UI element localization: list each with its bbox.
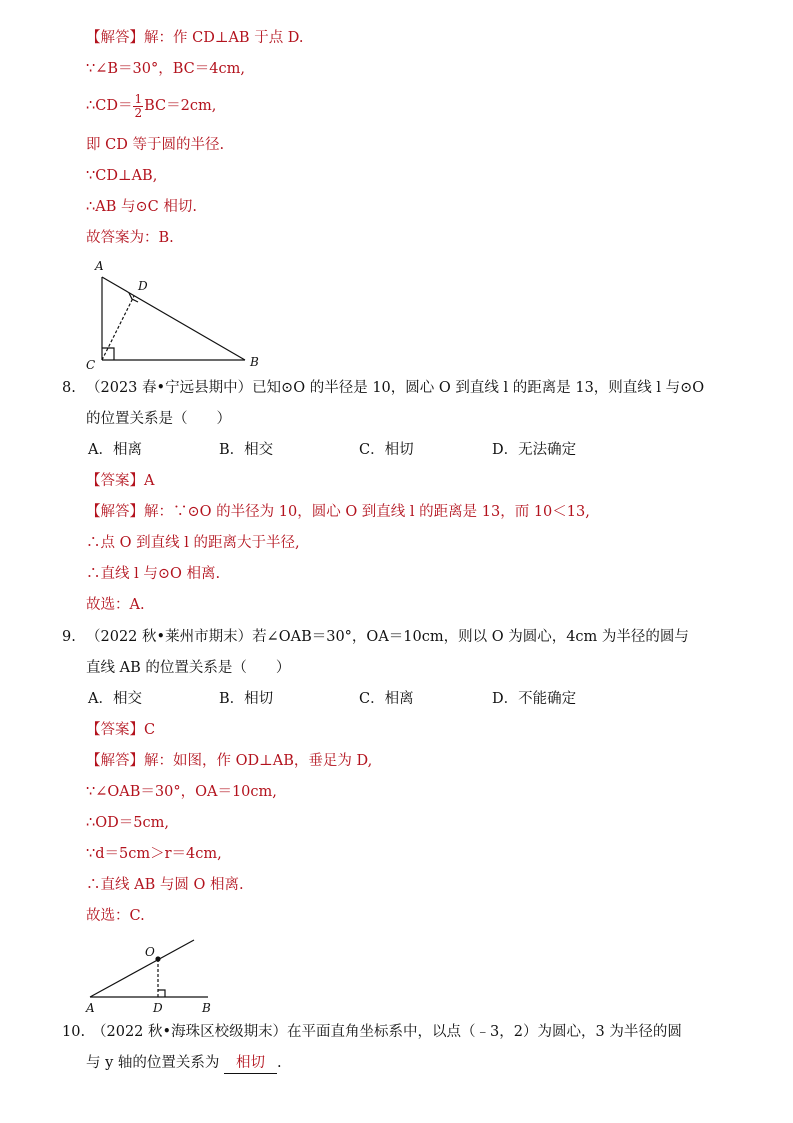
q9-answer: 【答案】C <box>86 722 156 738</box>
label-d2: D <box>153 1001 163 1015</box>
q9-stem-line-2: 直线 AB 的位置关系是（ ） <box>86 660 291 676</box>
q8-stem-line-1: （2023 春•宁远县期中）已知⊙O 的半径是 10，圆心 O 到直线 l 的距离是 13，则直线 l 与⊙O <box>86 380 705 396</box>
point-o <box>155 956 160 961</box>
q10-stem-line-2 <box>86 1053 282 1074</box>
ray-ao <box>90 940 194 997</box>
label-a: A <box>95 259 104 273</box>
fraction-numerator: 1 <box>134 91 143 106</box>
q7-solution-line-1: 【解答】解：作 CD⊥AB 于点 D. <box>86 30 304 46</box>
q10-answer-blank: 相切 <box>224 1053 277 1074</box>
q8-option-c: C．相切 <box>359 442 414 458</box>
q9-option-a: A．相交 <box>88 691 142 707</box>
q7-solution-line-6: ∴AB 与⊙C 相切. <box>86 199 197 215</box>
q9-number: 9. <box>62 629 76 645</box>
q7-solution-line-7: 故答案为：B. <box>86 230 174 246</box>
q10-stem-prefix: 与 y 轴的位置关系为 <box>86 1055 220 1071</box>
q9-solution-line-6: 故选：C. <box>86 908 145 924</box>
q9-solution-line-1: 【解答】解：如图，作 OD⊥AB，垂足为 D, <box>86 753 373 769</box>
q9-solution-line-5: ∴直线 AB 与圆 O 相离. <box>86 877 244 893</box>
q10-stem-line-1: （2022 秋•海珠区校级期末）在平面直角坐标系中，以点（﹣3，2）为圆心，3 为半径的圆 <box>92 1024 682 1040</box>
q8-solution-line-1: 【解答】解：∵⊙O 的半径为 10，圆心 O 到直线 l 的距离是 13，而 10＜13, <box>86 504 590 520</box>
q8-option-a: A．相离 <box>88 442 142 458</box>
label-b: B <box>250 355 259 369</box>
right-angle-mark <box>158 990 165 997</box>
label-b2: B <box>202 1001 211 1015</box>
q8-answer: 【答案】A <box>86 473 155 489</box>
q10-stem-suffix: . <box>277 1055 282 1071</box>
label-d: D <box>138 279 148 293</box>
q7-solution-line-2: ∵∠B＝30°，BC＝4cm, <box>86 61 245 77</box>
q8-option-b: B．相交 <box>219 442 274 458</box>
q9-stem-line-1: （2022 秋•莱州市期末）若∠OAB＝30°，OA＝10cm，则以 O 为圆心，4cm 为半径的圆与 <box>86 629 689 645</box>
q8-solution-line-3: ∴直线 l 与⊙O 相离. <box>86 566 221 582</box>
fraction-denominator: 2 <box>134 105 143 120</box>
q8-solution-line-4: 故选：A. <box>86 597 145 613</box>
q9-option-b: B．相切 <box>219 691 274 707</box>
q9-solution-line-2: ∵∠OAB＝30°，OA＝10cm, <box>86 784 277 800</box>
label-o: O <box>145 945 155 959</box>
q7-solution-line-5: ∵CD⊥AB, <box>86 168 158 184</box>
q9-option-c: C．相离 <box>359 691 414 707</box>
q9-option-d: D．不能确定 <box>492 691 577 707</box>
q9-solution-line-4: ∵d＝5cm＞r＝4cm, <box>86 846 222 862</box>
q8-stem-line-2: 的位置关系是（ ） <box>86 411 231 427</box>
q8-number: 8. <box>62 380 76 396</box>
q9-solution-line-3: ∴OD＝5cm, <box>86 815 169 831</box>
q7-line3-prefix: ∴CD＝ <box>86 98 133 114</box>
label-a2: A <box>86 1001 95 1015</box>
label-c: C <box>86 358 96 372</box>
q7-solution-line-4: 即 CD 等于圆的半径. <box>86 137 225 153</box>
q7-line3-suffix: BC＝2cm, <box>144 98 217 114</box>
q10-number: 10. <box>62 1024 86 1040</box>
q8-solution-line-2: ∴点 O 到直线 l 的距离大于半径, <box>86 535 300 551</box>
q8-option-d: D．无法确定 <box>492 442 577 458</box>
